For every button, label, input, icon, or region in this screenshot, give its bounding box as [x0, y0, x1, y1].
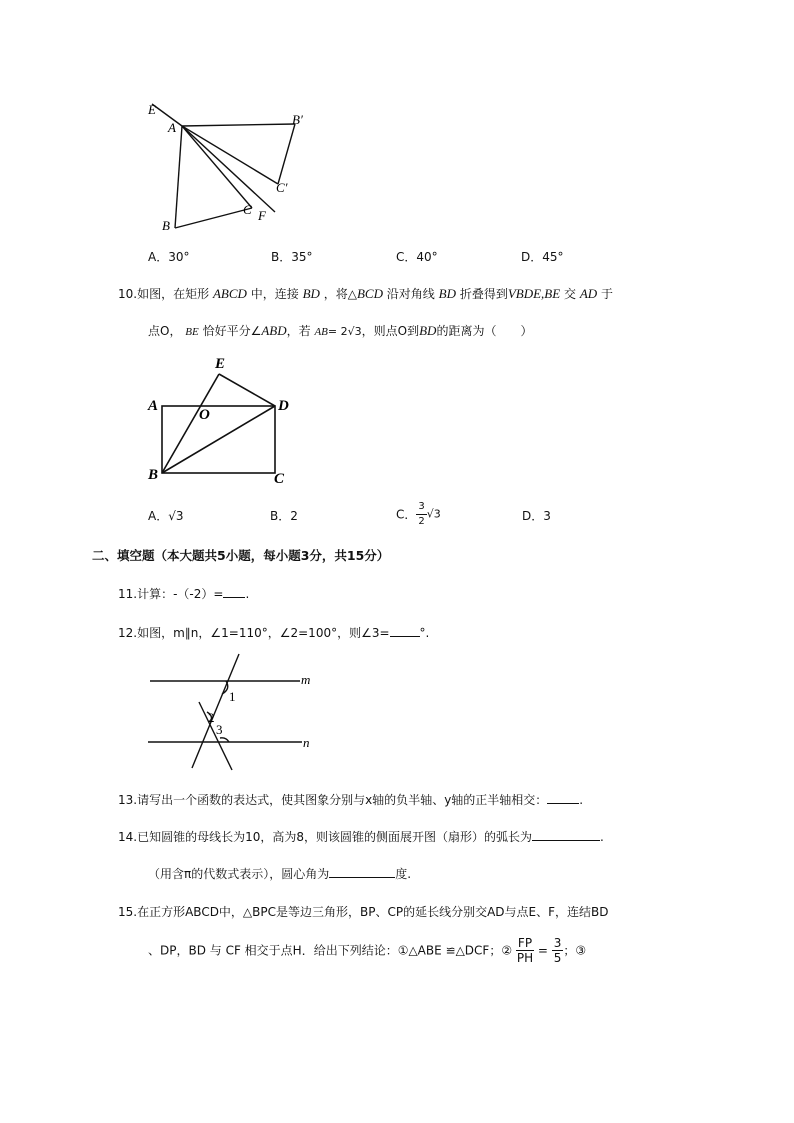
q11 [118, 585, 249, 602]
q12-label-1: 1 [229, 689, 236, 704]
q10-option-a-value: √3 [168, 509, 184, 523]
q9-label-b: B [162, 218, 170, 233]
q10-line1 [118, 286, 613, 302]
q10-label-c: C [274, 471, 285, 487]
q10-text-g: 沿对角线 [386, 287, 435, 301]
q12-label-n: n [303, 735, 310, 750]
q9-figure [140, 96, 310, 236]
q10-text-k: 交 [564, 287, 577, 301]
q10-label-e: E [215, 356, 226, 372]
q10-text-c: 中，连接 [250, 287, 299, 301]
q10-text-a: 如图，在矩形 [137, 287, 210, 301]
q15-end2: ；③ [563, 943, 587, 958]
q10-math-bcd: BCD [356, 286, 383, 301]
q13-text: 13.请写出一个函数的表达式，使其图象分别与x轴的负半轴、y轴的正半轴相交： [118, 793, 548, 807]
q10-math-abcd: ABCD [212, 286, 247, 301]
q10-math-ad: AD [579, 286, 598, 301]
q9-label-f: F [258, 208, 266, 223]
q10-l2-e: ，若 [286, 324, 311, 338]
q9-label-a: A [168, 120, 176, 135]
q12-end: °. [419, 626, 430, 640]
q13 [118, 791, 583, 808]
q10-number: 10. [118, 287, 138, 301]
q13-end: . [579, 793, 584, 807]
q11-answer-blank[interactable] [223, 585, 245, 598]
q10-math-bd2: BD [438, 286, 456, 301]
q10-option-c [396, 500, 441, 529]
q9-option-c: C．40° [396, 250, 438, 264]
q12-label-m: m [301, 672, 311, 687]
q10-option-c-num: 3 [416, 500, 426, 515]
q14-line1 [118, 828, 604, 845]
q11-text: 11.计算：-（-2）= [118, 587, 224, 601]
q10-label-o: O [199, 407, 210, 423]
q10-math-vbde: VBDE,BE [507, 286, 561, 301]
q10-label-d: D [278, 398, 289, 414]
q12 [118, 624, 429, 641]
q9-option-d: D．45° [521, 250, 564, 264]
q10-l2-be: BE [185, 326, 199, 338]
q10-line2 [148, 323, 532, 340]
q10-option-b: B．2 [270, 509, 298, 523]
q9-label-c-prime: C′ [276, 180, 288, 195]
q10-l2-c: 恰好平分∠ [202, 324, 262, 338]
q12-figure [140, 652, 330, 774]
q10-l2-a: 点O， [148, 324, 182, 338]
q10-l2-j: 的距离为（ ） [436, 324, 533, 338]
q14-end1: . [600, 830, 604, 844]
q15-line2 [148, 936, 586, 965]
q11-end: . [245, 587, 250, 601]
q10-option-c-root: √3 [426, 507, 441, 521]
q15-frac-left-num: FP [517, 936, 533, 950]
q10-label-a: A [148, 398, 159, 414]
q15-frac-left-den: PH [516, 951, 534, 965]
q10-option-c-den: 2 [418, 516, 425, 527]
q14-arc-blank[interactable] [532, 828, 600, 841]
q9-option-b: B．35° [271, 250, 313, 264]
q15-text2: 、DP，BD 与 CF 相交于点H．给出下列结论：①△ABE ≌△DCF；② [148, 943, 513, 958]
q9-label-e: E [148, 102, 156, 117]
q10-option-c-prefix: C． [396, 507, 417, 522]
q12-label-2: 2 [208, 710, 215, 725]
q9-label-b-prime: B′ [292, 112, 303, 127]
q10-math-bd: BD [302, 286, 320, 301]
q14-text1: 14.已知圆锥的母线长为10，高为8，则该圆锥的侧面展开图（扇形）的弧长为 [118, 830, 532, 844]
q10-l2-h: ，则点O到 [361, 324, 420, 338]
q14-text2: （用含π的代数式表示），圆心角为 [148, 867, 330, 881]
q14-angle-blank[interactable] [329, 865, 395, 878]
q15-frac-right-num: 3 [553, 936, 562, 950]
q9-label-c: C [243, 202, 252, 217]
q15-eq: = [537, 943, 548, 958]
q12-label-3: 3 [216, 722, 223, 737]
q10-label-b: B [148, 467, 159, 483]
q10-l2-abd: ABD [261, 323, 287, 338]
q14-line2 [148, 865, 411, 882]
q10-l2-ab: AB [314, 326, 328, 338]
q9-option-a: A．30° [148, 250, 190, 264]
q13-answer-blank[interactable] [547, 791, 579, 804]
q10-option-d: D．3 [522, 509, 551, 523]
q10-text-m: 于 [601, 287, 614, 301]
q15-line1: 15.在正方形ABCD中，△BPC是等边三角形，BP、CP的延长线分别交AD与点E、F，连结BD [118, 905, 609, 919]
q10-l2-bd: BD [419, 323, 437, 338]
q12-text: 12.如图，m∥n，∠1=110°，∠2=100°，则∠3= [118, 626, 390, 640]
q14-end2: 度. [395, 867, 412, 881]
q10-option-a-prefix: A． [148, 509, 169, 523]
q10-option-a [148, 508, 184, 524]
q10-text-i: 折叠得到 [459, 287, 508, 301]
q10-figure [140, 352, 300, 487]
q10-text-e: ，将△ [323, 287, 357, 301]
section2-title: 二、填空题（本大题共5小题，每小题3分，共15分） [92, 548, 390, 563]
q10-l2-value: = 2√3 [327, 325, 362, 338]
q12-answer-blank[interactable] [390, 624, 420, 637]
q15-frac-right-den: 5 [553, 951, 562, 965]
